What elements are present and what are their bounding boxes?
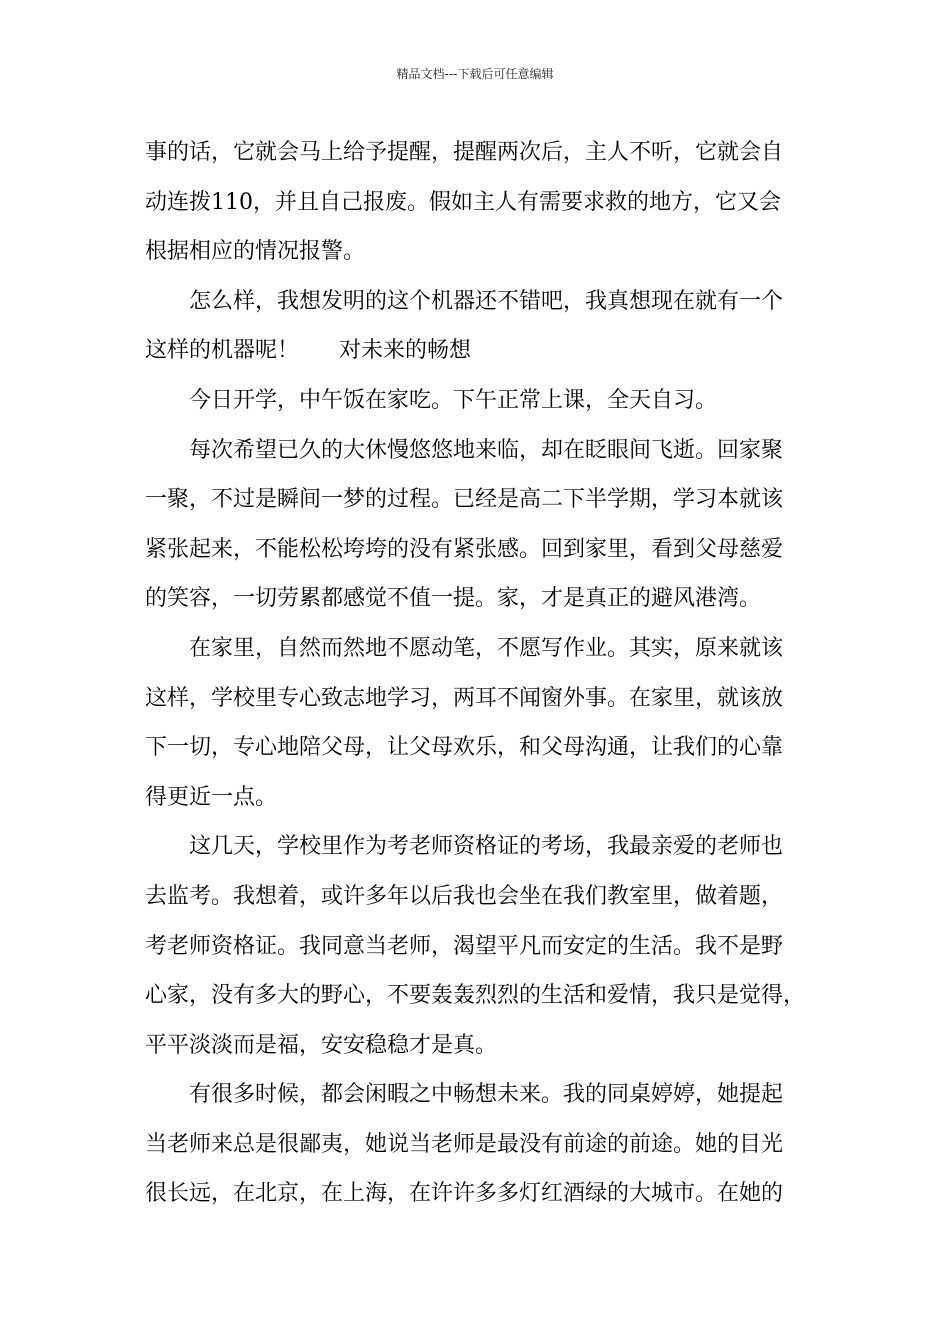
- text-line: 每次希望已久的大休慢悠悠地来临，却在眨眼间飞逝。回家聚: [189, 437, 784, 463]
- text-line: 去监考。我想着，或许多年以后我也会坐在我们教室里，做着题，: [145, 883, 784, 909]
- text-line: 一聚，不过是瞬间一梦的过程。已经是高二下半学期，学习本就该: [145, 487, 784, 513]
- text-line-with-title: [145, 326, 820, 376]
- text-line: 根据相应的情况报警。: [145, 239, 366, 265]
- text-line: 在家里，自然而然地不愿动笔，不愿写作业。其实，原来就该: [189, 635, 784, 661]
- text-line: 有很多时候，都会闲暇之中畅想未来。我的同桌婷婷，她提起: [189, 1082, 784, 1108]
- text-line: 的笑容，一切劳累都感觉不值一提。家，才是真正的避风港湾。: [145, 586, 762, 612]
- text-line: 得更近一点。: [145, 784, 278, 810]
- text-line: 下一切，专心地陪父母，让父母欢乐，和父母沟通，让我们的心靠: [145, 735, 784, 761]
- text-line: 怎么样，我想发明的这个机器还不错吧，我真想现在就有一个: [189, 288, 784, 314]
- text-line: 这样，学校里专心致志地学习，两耳不闻窗外事。在家里，就该放: [145, 685, 784, 711]
- inline-title: 对未来的畅想: [339, 338, 472, 364]
- text-line: 这几天，学校里作为考老师资格证的考场，我最亲爱的老师也: [189, 834, 784, 860]
- text-line: 今日开学，中午饭在家吃。下午正常上课，全天自习。: [189, 387, 718, 413]
- body-text: [145, 128, 820, 1219]
- text-line: 心家，没有多大的野心，不要轰轰烈烈的生活和爱情，我只是觉得，: [145, 983, 806, 1009]
- text-line: 当老师来总是很鄙夷，她说当老师是最没有前途的前途。她的目光: [145, 1131, 784, 1157]
- text-line: 很长远，在北京，在上海，在许许多多灯红酒绿的大城市。在她的: [145, 1181, 784, 1207]
- text-line: 紧张起来，不能松松垮垮的没有紧张感。回到家里，看到父母慈爱: [145, 536, 784, 562]
- text-line: 平平淡淡而是福，安安稳稳才是真。: [145, 1032, 498, 1058]
- text-line: 动连拨110，并且自己报废。假如主人有需要求救的地方，它又会: [145, 189, 781, 215]
- text-line: 考老师资格证。我同意当老师，渴望平凡而安定的生活。我不是野: [145, 933, 784, 959]
- text-line: 事的话，它就会马上给予提醒，提醒两次后，主人不听，它就会自: [145, 140, 784, 165]
- text-segment: 这样的机器呢！: [145, 338, 300, 364]
- page-header: 精品文档---下载后可任意编辑: [396, 67, 554, 81]
